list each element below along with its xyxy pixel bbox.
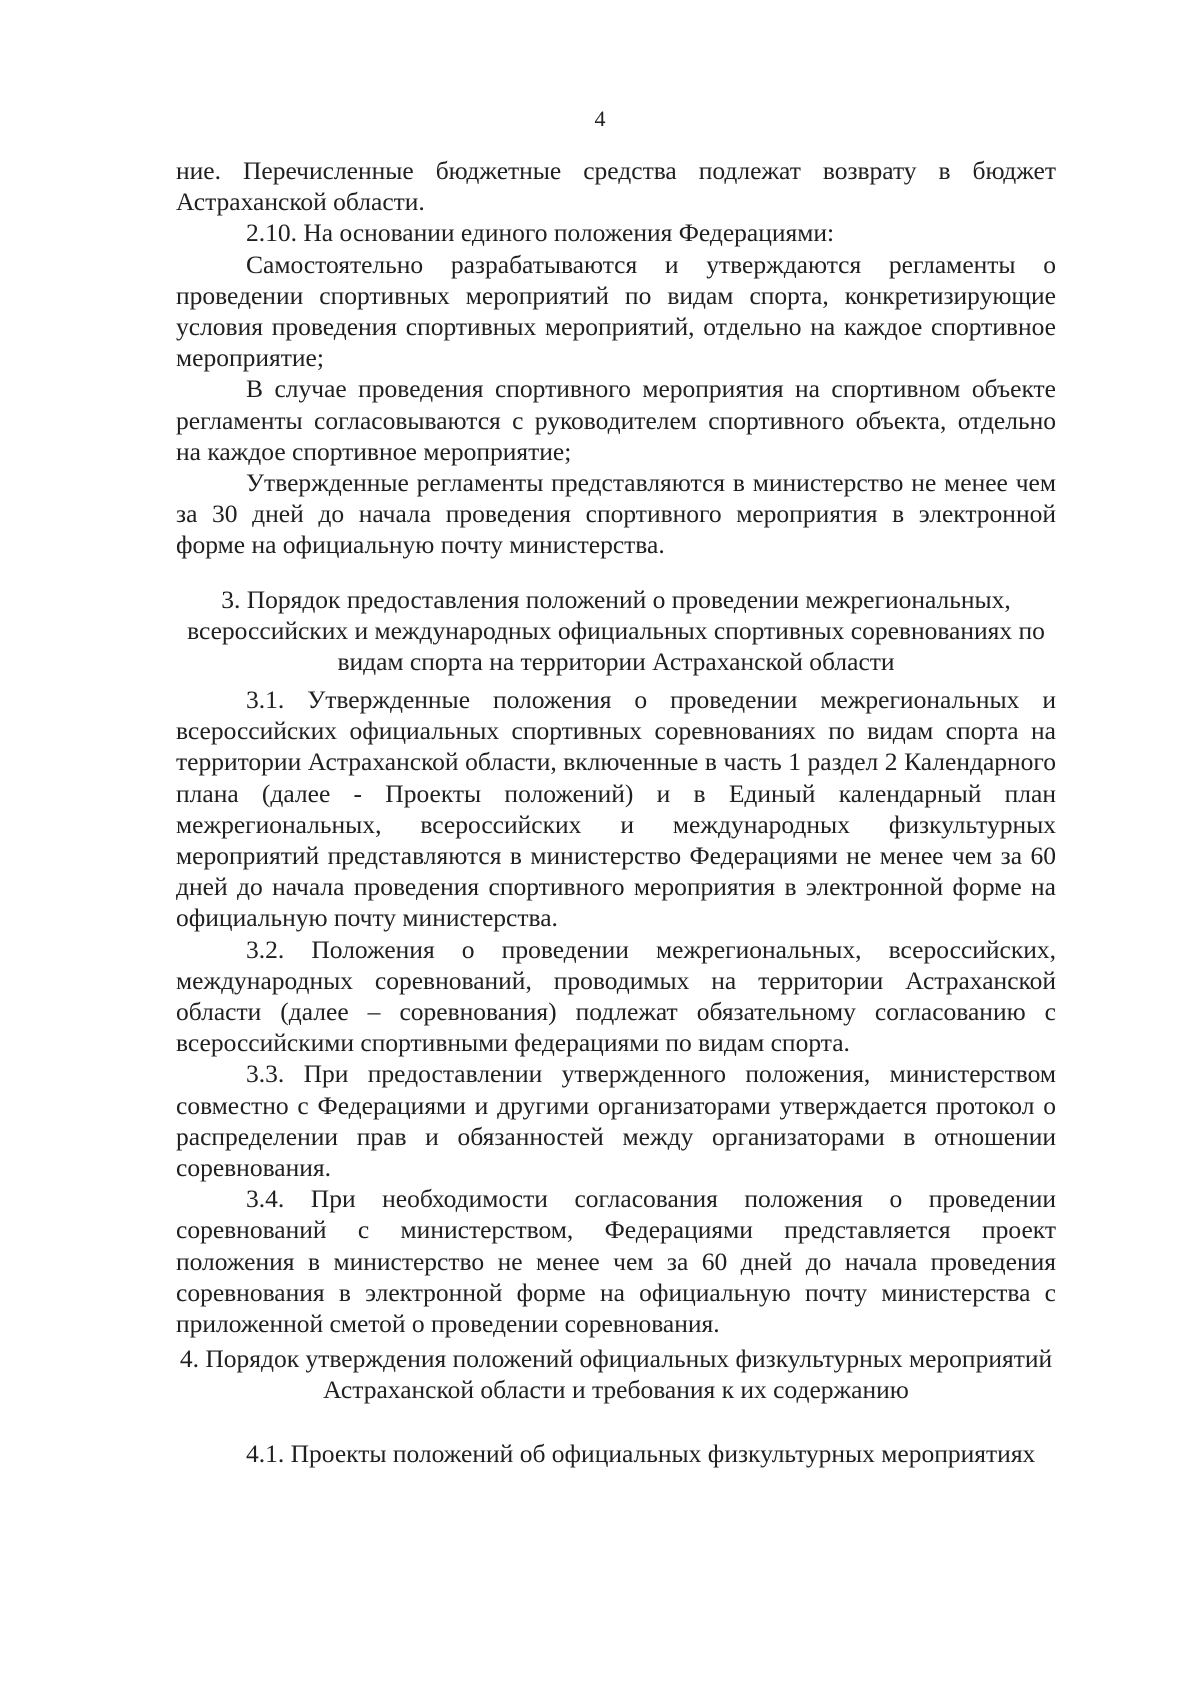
paragraph: В случае проведения спортивного мероприятия на спортивном объекте регламенты согласовываются с руководителем спортивного объекта, отдельно на каждое спортивное мероприятие; [176,374,1056,466]
paragraph: ние. Перечисленные бюджетные средства подлежат возврату в бюджет Астраханской области. [176,156,1056,217]
paragraph: Самостоятельно разрабатываются и утверждаются регламенты о проведении спортивных мероприятий по видам спорта, конкретизирующие условия проведения спортивных мероприятий, отдельно на каждое спортивное мероприятие; [176,249,1056,373]
page-number: 4 [594,106,606,131]
paragraph: 2.10. На основании единого положения Федерациями: [246,218,835,248]
section-4-heading: 4. Порядок утверждения положений официальных физкультурных мероприятий Астраханской области и требования к их содержанию [179,1344,1053,1405]
section-3-heading: 3. Порядок предоставления положений о проведении межрегиональных, всероссийских и международных официальных спортивных соревнованиях по видам спорта на территории Астраханской области [187,585,1045,677]
section-2-continuation [176,155,1056,561]
paragraph: 3.4. При необходимости согласования положения о проведении соревнований с министерством, Федерациями представляется проект положения в министерство не менее чем за 60 дней до начала проведения соревнования в электронной форме на официальную почту министерства с приложенной сметой о проведении соревнования. [176,1184,1056,1339]
paragraph: 4.1. Проекты положений об официальных физкультурных мероприятиях [246,1439,1036,1468]
paragraph: 3.2. Положения о проведении межрегиональных, всероссийских, международных соревнований, проводимых на территории Астраханской области (далее – соревнования) подлежат обязательному согласованию с всероссийскими спортивными федерациями по видам спорта. [176,934,1056,1058]
section-3-body [176,684,1056,1339]
section-3-heading-block [176,584,1056,678]
section-4-heading-block [176,1343,1056,1405]
section-4-body [176,1438,1056,1469]
paragraph: Утвержденные регламенты представляются в министерство не менее чем за 30 дней до начала проведения спортивного мероприятия в электронной форме на официальную почту министерства. [176,468,1056,560]
paragraph: 3.3. При предоставлении утвержденного положения, министерством совместно с Федерациями и другими организаторами утверждается протокол о распределении прав и обязанностей между организаторами в отношении соревнования. [176,1059,1056,1183]
paragraph: 3.1. Утвержденные положения о проведении межрегиональных и всероссийских официальных спортивных соревнованиях по видам спорта на территории Астраханской области, включенные в часть 1 раздел 2 Календарного плана (далее - Проекты положений) и в Единый календарный план межрегиональных, всероссийских и международных физкультурных мероприятий представляются в министерство Федерациями не менее чем за 60 дней до начала проведения спортивного мероприятия в электронной форме на официальную почту министерства. [176,685,1056,933]
